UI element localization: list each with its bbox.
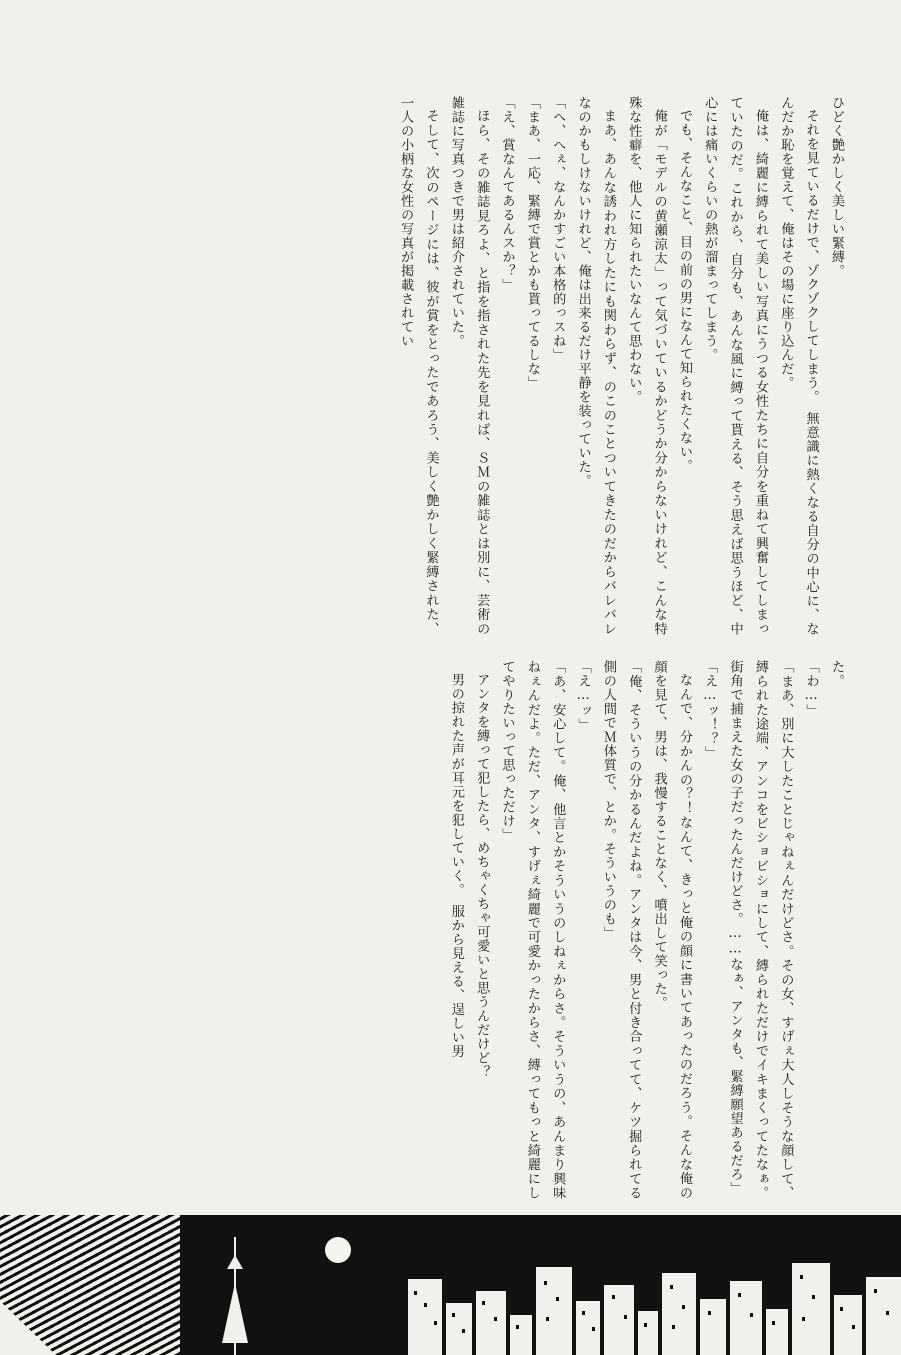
building	[866, 1277, 901, 1355]
window-light	[772, 1321, 775, 1325]
building	[536, 1267, 572, 1355]
window-light	[670, 1285, 673, 1289]
paragraph: それを見ているだけで、ゾクゾクしてしまう。 無意識に熱くなる自分の中心に、なんだか恥を覚えて、俺はその場に座り込んだ。	[778, 96, 819, 636]
building	[510, 1315, 532, 1355]
window-light	[708, 1311, 711, 1315]
window-light	[738, 1293, 741, 1297]
paragraph: 「あ、安心して。俺、他言とかそういうのしねぇからさ。そういうの、あんまり興味ねぇんだよ。ただ、アンタ、すげぇ綺麗で可愛かったからさ、縛ってもっと綺麗にしてやりたいって思っただけ」	[499, 660, 566, 1200]
paragraph: まあ、あんな誘われ方したにも関わらず、のこのことついてきたのだからバレバレなのかもしけないけれど、俺は出来るだけ平静を装っていた。	[575, 96, 616, 636]
paragraph: アンタを縛って犯したら、めちゃくちゃ可愛いと思うんだけど？	[474, 673, 490, 1079]
building	[834, 1295, 862, 1355]
window-light	[802, 1317, 805, 1321]
window-light	[852, 1325, 855, 1329]
paragraph: 俺は、綺麗に縛られて美しい写真にうつる女性たちに自分を重ねて興奮してしまっていたのだ。これから、自分も、あんな風に縛って貰える、そう思えば思うほど、中心には痛いくらいの熱が溜まってしまう。	[702, 96, 768, 636]
window-light	[516, 1325, 519, 1329]
window-light	[546, 1317, 549, 1321]
window-light	[434, 1321, 437, 1325]
paragraph: 男の掠れた声が耳元を犯していく。 服から見える、逞しい男	[448, 673, 464, 1059]
window-light	[644, 1323, 647, 1327]
night-cityscape-illustration	[0, 1215, 901, 1355]
window-light	[414, 1291, 417, 1295]
window-light	[556, 1297, 559, 1301]
paragraph: ひどく艶かしく美しい緊縛。	[829, 96, 844, 278]
building	[638, 1311, 658, 1355]
building	[766, 1309, 788, 1355]
building	[792, 1263, 830, 1355]
moon-icon	[325, 1237, 351, 1263]
radio-tower-icon	[234, 1237, 236, 1355]
paragraph: 「まあ、別に大したことじゃねぇんだけどさ。その女、すげぇ大人しそうな顔して、縛られた途端、アンコをビショビショにして、縛られただけでイキまくってたなぁ。街角で捕まえた女の子だったんだけどさ。……なぁ、アンタも、緊縛願望あるだろ」	[727, 660, 794, 1200]
paragraph: 「俺、そういうの分かるんだよね。アンタは今、男と付き合ってて、ケツ掘られてる側の人間でＭ体質で、とか。そういうのも」	[600, 660, 642, 1200]
window-light	[582, 1311, 585, 1315]
window-light	[672, 1325, 675, 1329]
paragraph: ほら、その雑誌見ろよ、と指を指された先を見れば、ＳＭの雑誌とは別に、芸術の雑誌に写真つきで男は紹介されていた。	[448, 96, 490, 636]
paragraph: た。	[829, 660, 844, 688]
paragraph: でも、そんなこと、目の前の男になんて知られたくない。	[676, 109, 692, 473]
building	[446, 1303, 472, 1355]
building	[700, 1299, 726, 1355]
building	[730, 1281, 762, 1355]
window-light	[874, 1289, 877, 1293]
building	[604, 1285, 634, 1355]
window-light	[812, 1295, 815, 1299]
window-light	[482, 1301, 485, 1305]
paragraph: 「へ、へぇ、なんかすごい本格的っスね」	[550, 96, 566, 362]
paragraph: 俺が「モデルの黄瀬涼太」って気づいているかどうか分からないけれど、こんな特殊な性癖を、他人に知られたいなんて思わない。	[626, 96, 667, 636]
window-light	[424, 1303, 427, 1307]
paragraph: 「え…ッ」	[575, 660, 591, 732]
building	[662, 1273, 696, 1355]
window-light	[612, 1295, 615, 1299]
window-light	[800, 1275, 803, 1279]
window-light	[750, 1313, 753, 1317]
paragraph: 「え…ッ！？」	[702, 660, 718, 760]
building	[476, 1291, 506, 1355]
text-column-top	[59, 96, 849, 636]
window-light	[624, 1315, 627, 1319]
paragraph: 「え、賞なんてあるんスか？」	[499, 96, 515, 292]
window-light	[886, 1311, 889, 1315]
window-light	[462, 1329, 465, 1333]
window-light	[682, 1305, 685, 1309]
window-light	[494, 1317, 497, 1321]
window-light	[452, 1313, 455, 1317]
paragraph: 「まあ、一応、緊縛で賞とかも貰ってるしな」	[524, 96, 540, 390]
paragraph: なんで、分かんの？！なんて、きっと俺の顔に書いてあったのだろう。そんな俺の顔を見て、男は、我慢することなく、噴出して笑った。	[651, 660, 692, 1200]
window-light	[592, 1327, 595, 1331]
paragraph: そして、次のページには、彼が賞をとったであろう、美しく艶かしく緊縛された、一人の小柄な女性の写真が掲載されてい	[398, 96, 439, 636]
paragraph: 「わ…」	[803, 660, 819, 718]
text-column-bottom	[329, 660, 849, 1200]
window-light	[544, 1281, 547, 1285]
window-light	[840, 1307, 843, 1311]
building	[576, 1301, 600, 1355]
